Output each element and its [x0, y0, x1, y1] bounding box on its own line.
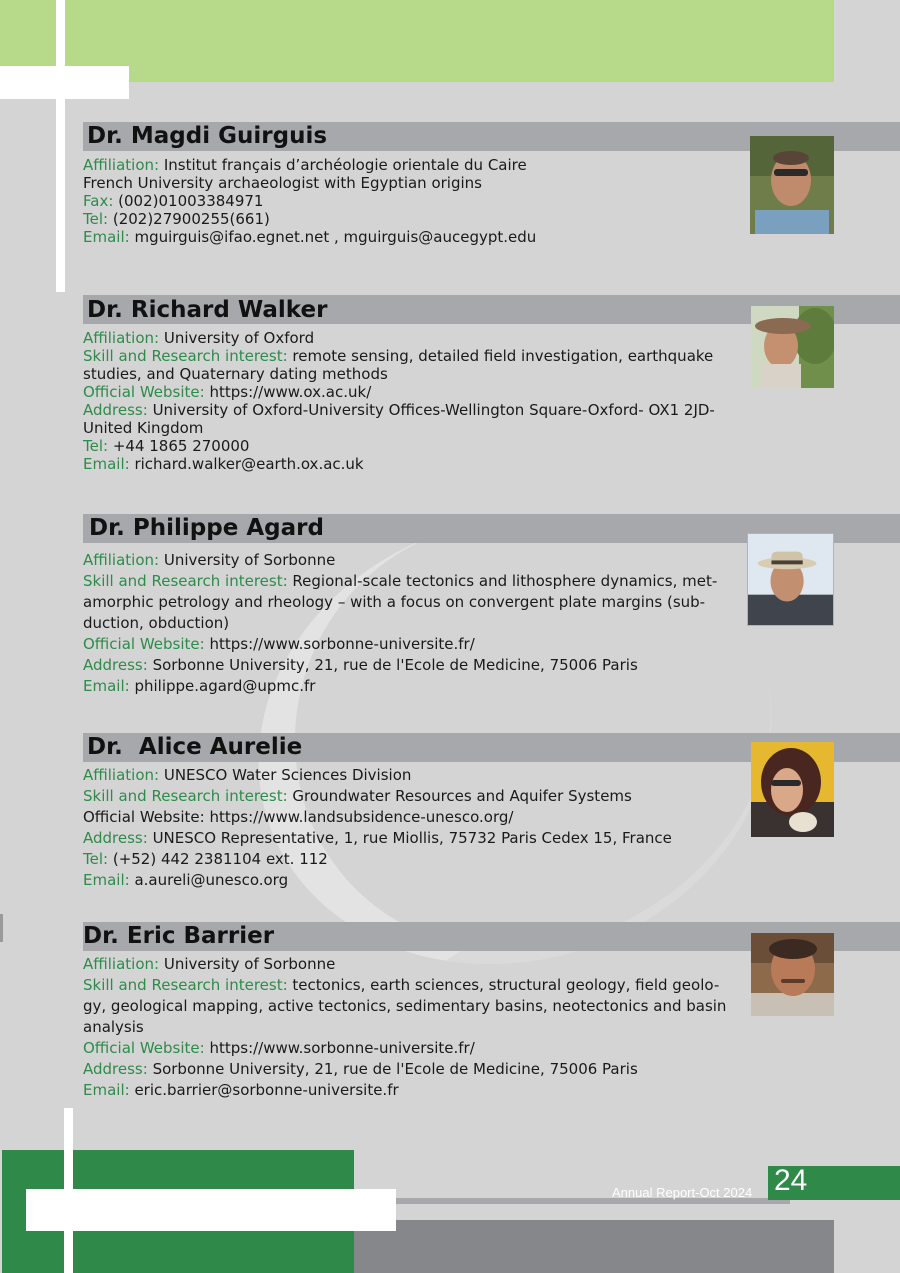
research-interest-line: [83, 786, 733, 807]
description-value: French University archaeologist with Egyptian origins: [83, 174, 482, 192]
profile-photo: [751, 306, 834, 388]
address-label: Address:: [83, 829, 153, 847]
tel-value: (202)27900255(661): [112, 210, 270, 228]
affiliation-line: [83, 550, 733, 571]
email-label: Email:: [83, 228, 135, 246]
profile-info: [83, 954, 733, 1101]
profile-eric-barrier: [0, 922, 900, 1107]
email-line: [83, 228, 733, 246]
research-interest-label: Skill and Research interest:: [83, 347, 293, 365]
research-interest-label: Skill and Research interest:: [83, 787, 293, 805]
address-line: [83, 828, 733, 849]
tel-line: [83, 210, 733, 228]
website-line: [83, 383, 733, 401]
affiliation-line: [83, 156, 733, 174]
profile-name: Dr. Philippe Agard: [89, 515, 324, 541]
affiliation-label: Affiliation:: [83, 156, 164, 174]
footer-report-label: Annual Report-Oct 2024: [612, 1185, 753, 1200]
website-link[interactable]: Official Website: https://www.landsubsidence-unesco.org/: [83, 808, 514, 826]
website-line: [83, 1038, 733, 1059]
address-value: University of Oxford-University Offices-Wellington Square-Oxford- OX1 2JD-United Kingdom: [83, 401, 715, 437]
address-line: [83, 655, 733, 676]
fax-label: Fax:: [83, 192, 119, 210]
profile-info: [83, 765, 733, 891]
profile-name: Dr. Eric Barrier: [83, 923, 275, 949]
affiliation-label: Affiliation:: [83, 766, 164, 784]
address-label: Address:: [83, 656, 153, 674]
email-line: [83, 1080, 733, 1101]
profile-photo: [750, 136, 834, 234]
website-label: Official Website:: [83, 635, 210, 653]
profile-name: Dr. Richard Walker: [87, 297, 328, 323]
website-line: [83, 634, 733, 655]
tel-line: [83, 437, 733, 455]
fax-value: (002)01003384971: [118, 192, 264, 210]
research-interest-value: Groundwater Resources and Aquifer Systems: [292, 787, 632, 805]
address-value: UNESCO Representative, 1, rue Miollis, 75732 Paris Cedex 15, France: [152, 829, 672, 847]
address-line: [83, 1059, 733, 1080]
profile-photo: [747, 533, 834, 626]
tel-label: Tel:: [83, 437, 113, 455]
research-interest-value: Regional-scale tectonics and lithosphere dynamics, met-amorphic petrology and rheology – with a focus on convergent plate margins (sub-duction, obduction): [83, 572, 718, 632]
research-interest-line: [83, 975, 733, 1038]
email-value[interactable]: richard.walker@earth.ox.ac.uk: [134, 455, 364, 473]
email-value[interactable]: mguirguis@ifao.egnet.net , mguirguis@aucegypt.edu: [134, 228, 537, 246]
profile-name: Dr. Alice Aurelie: [87, 734, 303, 760]
footer-gray-band: [354, 1220, 834, 1273]
address-value: Sorbonne University, 21, rue de l'Ecole de Medicine, 75006 Paris: [152, 1060, 638, 1078]
research-interest-line: [83, 347, 733, 383]
affiliation-value: University of Oxford: [163, 329, 315, 347]
affiliation-label: Affiliation:: [83, 329, 164, 347]
website-link[interactable]: https://www.ox.ac.uk/: [209, 383, 372, 401]
affiliation-label: Affiliation:: [83, 551, 164, 569]
profile-alice-aurelie: [0, 733, 900, 898]
profile-photo: [751, 742, 834, 837]
email-line: [83, 676, 733, 697]
email-value[interactable]: a.aureli@unesco.org: [134, 871, 289, 889]
email-value[interactable]: philippe.agard@upmc.fr: [134, 677, 316, 695]
research-interest-label: Skill and Research interest:: [83, 572, 293, 590]
description-line: [83, 174, 733, 192]
research-interest-label: Skill and Research interest:: [83, 976, 293, 994]
tel-label: Tel:: [83, 210, 113, 228]
affiliation-line: [83, 765, 733, 786]
website-line: [83, 807, 733, 828]
tel-value: (+52) 442 2381104 ext. 112: [112, 850, 328, 868]
profile-photo: [751, 933, 834, 1016]
fax-line: [83, 192, 733, 210]
email-label: Email:: [83, 455, 135, 473]
profile-info: [83, 329, 733, 473]
profile-info: [83, 550, 733, 697]
email-label: Email:: [83, 677, 135, 695]
affiliation-value: UNESCO Water Sciences Division: [163, 766, 412, 784]
email-line: [83, 455, 733, 473]
website-label: Official Website:: [83, 383, 210, 401]
research-interest-value: tectonics, earth sciences, structural geology, field geolo-gy, geological mapping, active tectonics, sedimentary basins, neotectonics and basin analysis: [83, 976, 727, 1036]
affiliation-value: Institut français d’archéologie orientale du Caire: [163, 156, 527, 174]
address-value: Sorbonne University, 21, rue de l'Ecole de Medicine, 75006 Paris: [152, 656, 638, 674]
email-label: Email:: [83, 871, 135, 889]
profile-philippe-agard: [0, 514, 900, 704]
address-label: Address:: [83, 401, 153, 419]
website-link[interactable]: https://www.sorbonne-universite.fr/: [209, 1039, 475, 1057]
email-line: [83, 870, 733, 891]
affiliation-value: University of Sorbonne: [163, 955, 336, 973]
affiliation-line: [83, 954, 733, 975]
header-white-horizontal-bar: [0, 66, 129, 99]
email-label: Email:: [83, 1081, 135, 1099]
profile-richard-walker: [0, 295, 900, 485]
affiliation-value: University of Sorbonne: [163, 551, 336, 569]
affiliation-label: Affiliation:: [83, 955, 164, 973]
website-label: Official Website:: [83, 1039, 210, 1057]
tel-value: +44 1865 270000: [112, 437, 250, 455]
footer-white-vertical-bar: [64, 1108, 73, 1273]
profile-info: [83, 156, 733, 246]
tel-label: Tel:: [83, 850, 113, 868]
profile-name: Dr. Magdi Guirguis: [87, 123, 328, 149]
address-line: [83, 401, 733, 437]
research-interest-line: [83, 571, 733, 634]
profile-magdi-guirguis: [0, 122, 900, 272]
footer-white-horizontal-bar: [26, 1189, 396, 1231]
email-value[interactable]: eric.barrier@sorbonne-universite.fr: [134, 1081, 399, 1099]
tel-line: [83, 849, 733, 870]
website-link[interactable]: https://www.sorbonne-universite.fr/: [209, 635, 475, 653]
page-number: 24: [774, 1164, 808, 1197]
affiliation-line: [83, 329, 733, 347]
research-interest-value: remote sensing, detailed field investigation, earthquake studies, and Quaternary dating methods: [83, 347, 714, 383]
address-label: Address:: [83, 1060, 153, 1078]
